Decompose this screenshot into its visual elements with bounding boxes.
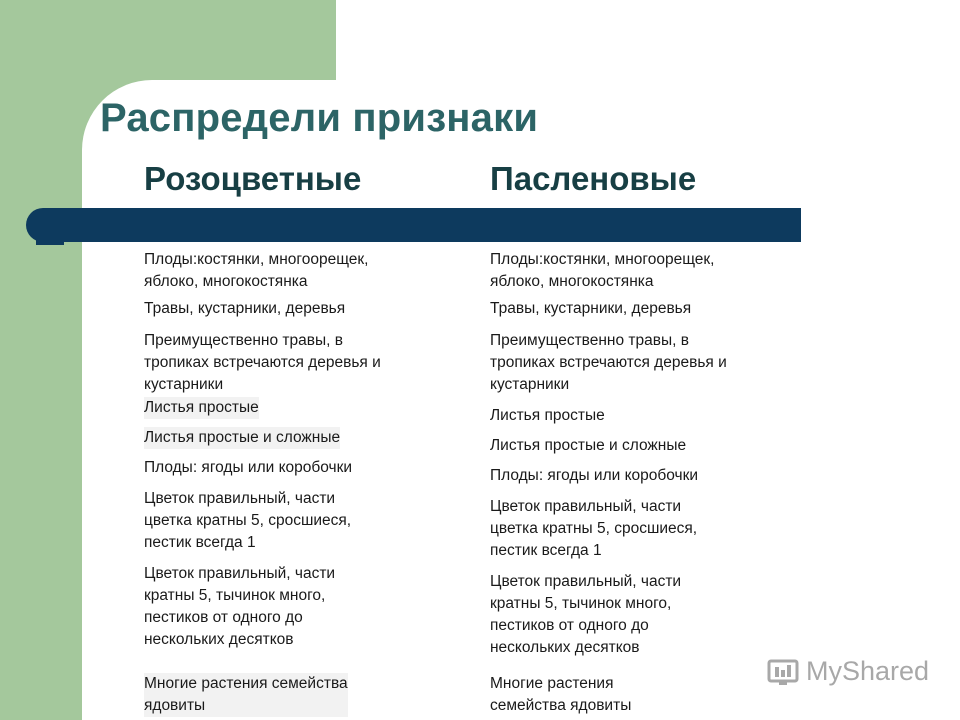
item-text-line: Преимущественно травы, в — [490, 332, 689, 349]
item-text-line: цветка кратны 5, сросшиеся, — [144, 512, 352, 529]
header-divider-notch — [36, 240, 64, 245]
right-column-item — [490, 330, 727, 396]
item-text-line: пестиков от одного до — [490, 617, 649, 634]
right-column-item — [490, 673, 631, 717]
item-text-line: Цветок правильный, части — [144, 490, 336, 507]
item-text-line: тропиках встречаются деревья и — [144, 354, 381, 371]
item-text-line: пестик всегда 1 — [490, 542, 602, 559]
item-text-line: Цветок правильный, части — [144, 565, 336, 582]
left-column-item — [144, 673, 348, 717]
right-column-item — [490, 435, 686, 457]
column-heading-solanaceae: Пасленовые — [490, 160, 697, 197]
item-text-line: кустарники — [490, 376, 570, 393]
item-text-line: пестик всегда 1 — [144, 534, 256, 551]
item-text-line: Плоды: ягоды или коробочки — [144, 459, 353, 476]
item-text-line: яблоко, многокостянка — [490, 273, 654, 290]
left-column-item — [144, 427, 340, 449]
item-text-line: Многие растения семейства — [144, 675, 348, 692]
left-column-item — [144, 397, 259, 419]
left-column-item — [144, 488, 351, 554]
item-text-line: цветка кратны 5, сросшиеся, — [490, 520, 698, 537]
left-column-item — [144, 457, 352, 479]
item-text-line: тропиках встречаются деревья и — [490, 354, 727, 371]
watermark — [766, 656, 929, 687]
left-column-item — [144, 249, 368, 293]
header-divider-bar — [26, 208, 801, 242]
item-text-line: Многие растения — [490, 675, 614, 692]
item-text-line: кратны 5, тычинок много, — [144, 587, 326, 604]
left-column-item — [144, 563, 335, 651]
right-column-item — [490, 465, 698, 487]
item-text-line: Листья простые и сложные — [490, 437, 687, 454]
item-text-line: нескольких десятков — [490, 639, 640, 656]
right-column-item — [490, 249, 714, 293]
left-column-item — [144, 330, 381, 396]
item-text-line: Цветок правильный, части — [490, 573, 682, 590]
left-column-item — [144, 298, 345, 320]
myshared-logo-icon — [766, 657, 800, 687]
item-text-line: Плоды:костянки, многоорещек, — [144, 251, 369, 268]
right-column-item — [490, 405, 605, 427]
right-column-item — [490, 496, 697, 562]
item-text-line: яблоко, многокостянка — [144, 273, 308, 290]
item-text-line: семейства ядовиты — [490, 697, 632, 714]
item-text-line: нескольких десятков — [144, 631, 294, 648]
item-text-line: Преимущественно травы, в — [144, 332, 343, 349]
slide-title: Распредели признаки — [100, 96, 539, 140]
right-column-item — [490, 298, 691, 320]
item-text-line: Листья простые и сложные — [144, 429, 341, 446]
item-text-line: Травы, кустарники, деревья — [144, 300, 346, 317]
column-heading-rosaceae: Розоцветные — [144, 160, 362, 197]
item-text-line: кратны 5, тычинок много, — [490, 595, 672, 612]
item-text-line: Цветок правильный, части — [490, 498, 682, 515]
right-column-item — [490, 571, 681, 659]
item-text-line: Листья простые — [490, 407, 605, 424]
watermark-text: MyShared — [806, 656, 930, 686]
item-text-line: пестиков от одного до — [144, 609, 303, 626]
item-text-line: Плоды: ягоды или коробочки — [490, 467, 699, 484]
item-text-line: кустарники — [144, 376, 224, 393]
item-text-line: ядовиты — [144, 697, 206, 714]
item-text-line: Листья простые — [144, 399, 259, 416]
item-text-line: Плоды:костянки, многоорещек, — [490, 251, 715, 268]
item-text-line: Травы, кустарники, деревья — [490, 300, 692, 317]
